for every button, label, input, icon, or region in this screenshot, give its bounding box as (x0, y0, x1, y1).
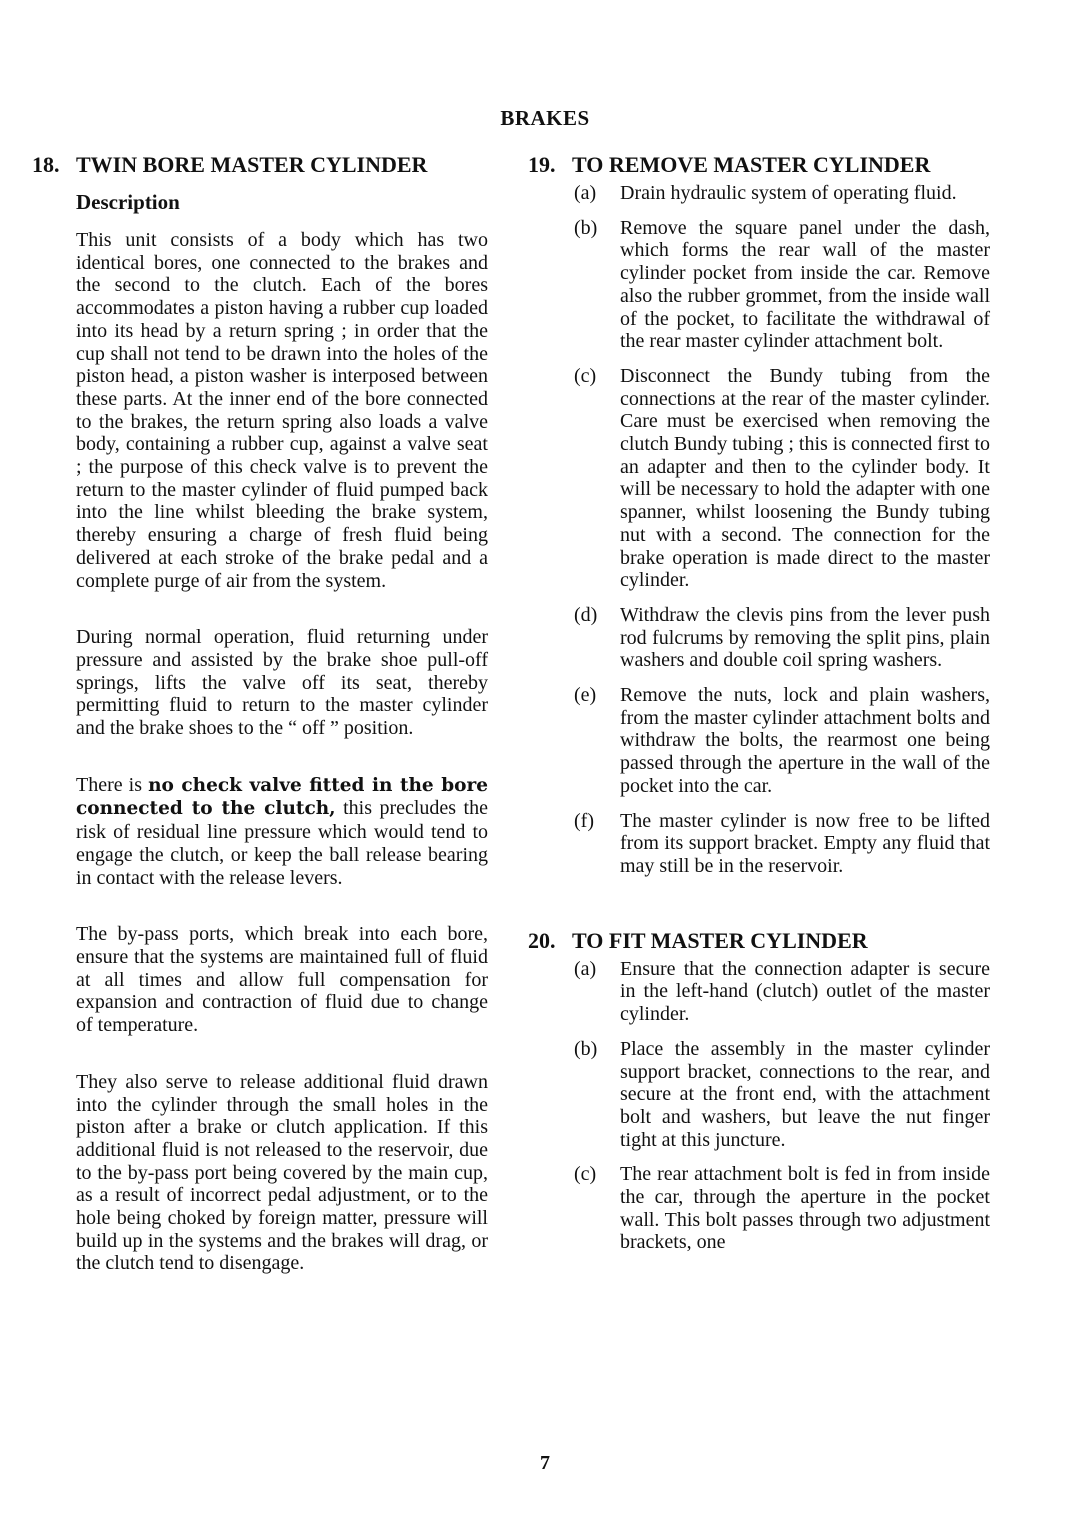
step-letter: (f) (574, 809, 594, 832)
step-letter: (e) (574, 684, 597, 707)
paragraph-1: This unit consists of a body which has two identical bores, one connected to the brakes and the second to the clutch. Each of the bores accommodates a piston having a rubber cup loaded into its head by a return spring ; in order that the cup shall not tend to be drawn into the holes of the piston head, a piston washer is interposed between these parts. At the inner end of the bore connected to the brakes, the return spring also loads a valve body, containing a rubber cup, against a valve seat ; the purpose of this check valve is to prevent the return to the master cylinder of fluid pumped back into the line whilst bleeding the brake system, thereby ensuring a charge of fresh fluid being delivered at each stroke of the brake pedal and a complete purge of air from the system. (76, 229, 488, 592)
section-20-title-text: TO FIT MASTER CYLINDER (572, 927, 868, 953)
step-item (528, 1163, 990, 1254)
step-letter: (a) (574, 182, 597, 204)
step-text: The master cylinder is now free to be lifted from its support bracket. Empty any fluid that may still be in the reservoir. (620, 809, 990, 877)
page-header: BRAKES (500, 106, 590, 130)
step-text: Drain hydraulic system of operating fluid. (620, 182, 957, 204)
step-text: Ensure that the connection adapter is secure in the left-hand (clutch) outlet of the master cylinder. (620, 957, 990, 1026)
right-column (528, 152, 990, 1254)
paragraph-3-pre: There is (76, 773, 149, 796)
step-letter: (c) (574, 364, 597, 387)
section-19-title (528, 152, 990, 178)
paragraph-4: The by-pass ports, which break into each bore, ensure that the systems are maintained full of fluid at all times and allow full compensation for expansion and contraction of fluid due to change of temperature. (76, 923, 488, 1037)
step-letter: (b) (574, 1037, 598, 1060)
step-text: Withdraw the clevis pins from the lever push rod fulcrums by removing the split pins, plain washers and double coil spring washers. (620, 603, 990, 672)
step-item (528, 217, 990, 353)
section-19-steps (528, 182, 990, 878)
step-item (528, 958, 990, 1026)
section-20-steps (528, 958, 990, 1254)
step-letter: (b) (574, 216, 598, 239)
paragraph-5: They also serve to release additional fluid drawn into the cylinder through the small holes in the piston after a brake or clutch application. If this additional fluid is not released to the reservoir, due to the by-pass port being covered by the main cup, as a result of incorrect pedal adjustment, or to the hole being choked by foreign matter, pressure will build up in the systems and the brakes will drag, or the clutch tend to disengage. (76, 1070, 488, 1275)
section-18-title-text: TWIN BORE MASTER CYLINDER (76, 152, 428, 177)
page-number: 7 (540, 1452, 550, 1474)
step-item (528, 1038, 990, 1152)
section-20-number: 20. (528, 927, 556, 953)
step-letter: (c) (574, 1163, 597, 1186)
section-18-title (32, 152, 488, 178)
step-item (528, 810, 990, 878)
section-19-number: 19. (528, 152, 556, 177)
step-text: Disconnect the Bundy tubing from the connections at the rear of the master cylinder. Care must be exercised when removing the clutch Bundy tubing ; this is connected first to an adapter and then to the cylinder body. It will be necessary to hold the adapter with one spanner, whilst loosening the Bundy tubing nut with a second. The connection for the brake operation is made direct to the master cylinder. (620, 364, 990, 592)
step-text: Remove the square panel under the dash, which forms the rear wall of the master cylinder pocket from inside the car. Remove also the rubber grommet, from the inside wall of the pocket, to facilitate the withdrawal of the rear master cylinder attachment bolt. (620, 216, 990, 353)
step-text: The rear attachment bolt is fed in from inside the car, through the aperture in the pocket wall. This bolt passes through two adjustment brackets, one (620, 1163, 990, 1254)
description-subheading: Description (76, 190, 180, 214)
section-20-title (528, 928, 990, 954)
step-text: Remove the nuts, lock and plain washers, from the master cylinder attachment bolts and withdraw the bolts, the rearmost one being passed through the aperture in the wall of the pocket into the car. (620, 684, 990, 797)
step-item (528, 684, 990, 798)
section-19-title-text: TO REMOVE MASTER CYLINDER (572, 152, 931, 177)
section-18-number: 18. (32, 152, 60, 177)
paragraph-3-emphasis: no check valve fitted in the bore connected to the clutch, (76, 774, 488, 820)
paragraph-3 (76, 774, 488, 890)
paragraph-3-post: this precludes the risk of residual line pressure which would tend to engage the clutch, or keep the ball release bearing in contact with the release levers. (76, 797, 488, 889)
left-column (32, 152, 488, 1275)
paragraph-2: During normal operation, fluid returning under pressure and assisted by the brake shoe pull-off springs, lifts the valve off its seat, thereby permitting fluid to return to the master cylinder and the brake shoes to the “ off ” position. (76, 626, 488, 740)
step-item (528, 365, 990, 592)
step-item (528, 182, 990, 205)
step-item (528, 604, 990, 672)
step-text: Place the assembly in the master cylinder support bracket, connections to the rear, and secure at the front end, with the attachment bolt and washers, but leave the nut finger tight at this juncture. (620, 1037, 990, 1151)
step-letter: (a) (574, 957, 597, 980)
step-letter: (d) (574, 603, 598, 626)
